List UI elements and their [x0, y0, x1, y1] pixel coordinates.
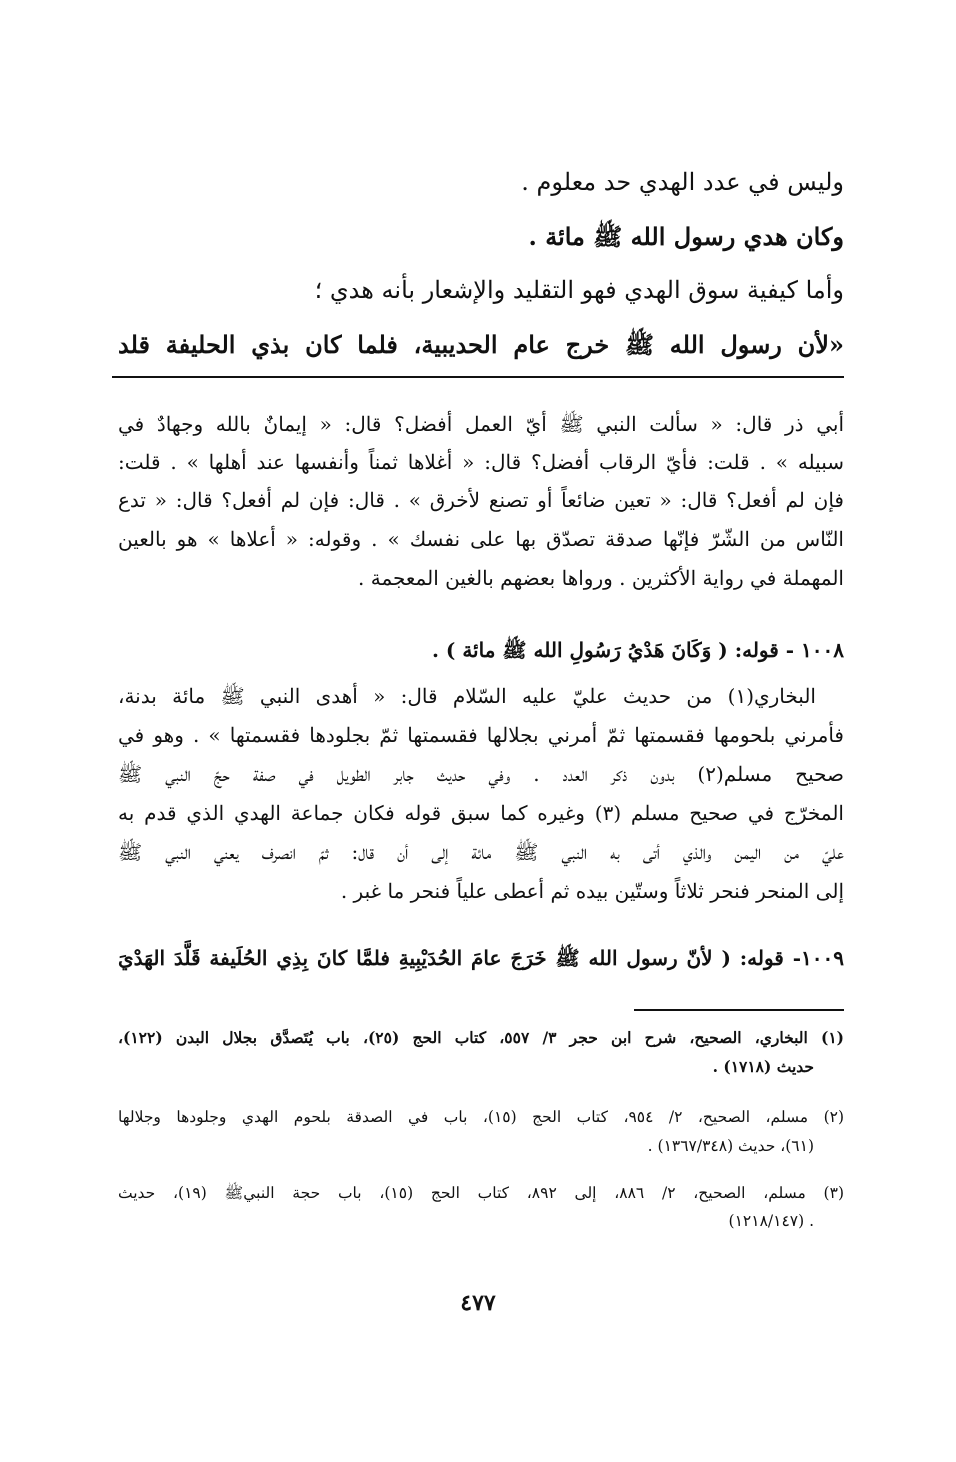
commentary-line: إلى المنحر فنحر ثلاثاً وستّين بيده ثم أعطى علياً فنحر ما غبر .: [340, 879, 844, 903]
commentary-line: صحيح مسلم(٢) بدون ذكر العدد . وفي حديث جابر الطويل في صفة حجّ النبي ﷺ: [118, 762, 844, 786]
commentary-line: أبي ذر قال: « سألت النبي ﷺ أيّ العمل أفضل؟ قال: « إيمانٌ بالله وجهادٌ في: [118, 412, 844, 436]
commentary-line: البخاري(١) من حديث عليّ عليه السّلام قال: « أهدى النبي ﷺ مائة بدنة،: [118, 684, 816, 708]
commentary-line: المخرّج في صحيح مسلم (٣) وغيره كما سبق قوله فكان جماعة الهدي الذي قدم به: [118, 801, 844, 825]
footnote-line: (٦١)، حديث (١٣٦٧/٣٤٨) .: [647, 1137, 814, 1155]
section-heading-1009: ١٠٠٩- قوله: ( لأنّ رسول الله ﷺ خَرَجَ عامَ الحُدَيْبِيةِ فلمَّا كانَ بِذِي الحُلَيفة قَلَّدَ الهَدْيَ: [118, 946, 844, 970]
footnote-line: (١٢١٨/١٤٧) .: [728, 1212, 814, 1230]
footnote-rule: [634, 1009, 844, 1011]
footnote-line: حديث (١٧١٨) .: [712, 1057, 814, 1076]
separator-rule: [112, 376, 844, 378]
main-text-line: وكان هدي رسول الله ﷺ مائة .: [528, 222, 844, 251]
section-heading-1008: ١٠٠٨ - قوله: ( وَكَانَ هَدْيُ رَسُولِ الله ﷺ مائة ) .: [431, 638, 844, 662]
main-text-line: وأما كيفية سوق الهدي فهو التقليد والإشعار بأنه هدي ؛: [314, 276, 844, 304]
commentary-line: عليّ من اليمن والذي أتى به النبي ﷺ مائة إلى أن قال: ثمّ انصرف يعني النبي ﷺ: [118, 840, 844, 864]
commentary-line: فأمرني بلحومها فقسمتها ثمّ أمرني بجلالها فقسمتها ثمّ بجلودها فقسمتها » . وهو في: [118, 723, 844, 747]
commentary-line: سبيله » . قلت: فأيّ الرقاب أفضل؟ قال: « أغلاها ثمناً وأنفسها عند أهلها » . قلت:: [118, 450, 844, 474]
footnote-line: (٢) مسلم، الصحيح، ٢/ ٩٥٤، كتاب الحج (١٥)، باب في الصدقة بلحوم الهدي وجلودها وجلالها: [118, 1108, 845, 1126]
commentary-line: النّاس من الشّرّ فإنّها صدقة تصدّق بها على نفسك » . وقوله: « أعلاها » هو بالعين: [118, 527, 844, 551]
footnote-line: (١) البخاري، الصحيح، شرح ابن حجر ٣/ ٥٥٧، كتاب الحج (٢٥)، باب يُتَصدَّق بجلال البدن (١٢٢)،: [118, 1028, 845, 1047]
commentary-line: فإن لم أفعل؟ قال: « تعين ضائعاً أو تصنع لأخرق » . قال: فإن لم أفعل؟ قال: « تدع: [118, 488, 844, 512]
main-text-line: «لأن رسول الله ﷺ خرج عام الحديبية، فلما كان بذي الحليفة قلد: [118, 330, 844, 359]
commentary-line: المهملة في رواية الأكثرين . ورواها بعضهم بالغين المعجمة .: [358, 566, 844, 590]
footnote-line: (٣) مسلم، الصحيح، ٢/ ٨٨٦، إلى ٨٩٢، كتاب الحج (١٥)، باب حجة النبيﷺ (١٩)، حديث: [118, 1184, 844, 1202]
main-text-line: وليس في عدد الهدي حد معلوم .: [521, 168, 844, 196]
page-number: ٤٧٧: [460, 1290, 496, 1316]
